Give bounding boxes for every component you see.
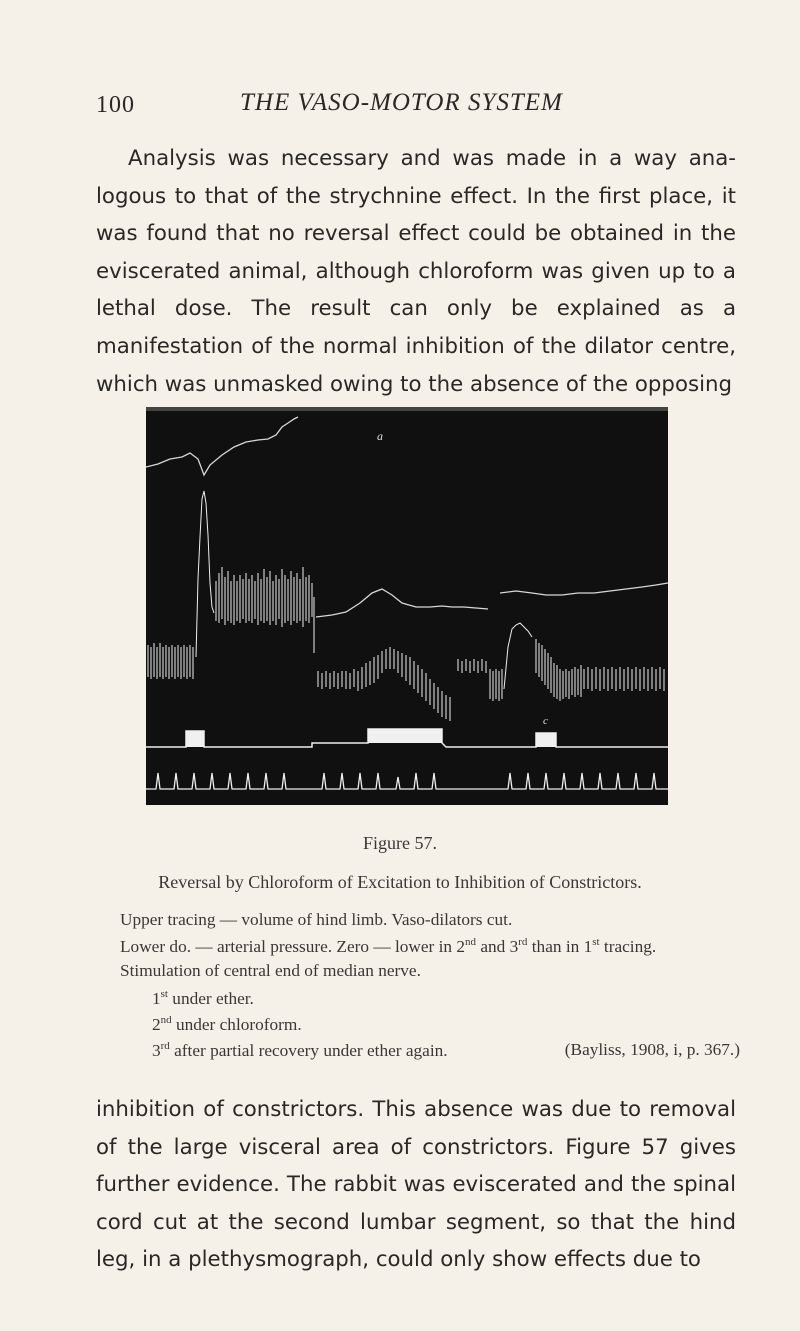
legend-lower-text: than in 1 (527, 936, 593, 956)
legend-lower-text: tracing. (599, 936, 657, 956)
item-text: under chloroform. (171, 1014, 302, 1034)
superscript: rd (518, 936, 528, 948)
figure-mark-a: a (377, 429, 383, 443)
legend-upper-tracing: Upper tracing — volume of hind limb. Vaso-dilators cut. (120, 910, 513, 929)
item-text: after partial recovery under ether again. (169, 1040, 448, 1060)
paragraph-1: Analysis was necessary and was made in a way ana-logous to that of the strychnine effect. In the first place, it was found that no reversal effect could be obtained in the eviscerated animal, although chloroform was given up to a lethal dose. The result can only be explained as a manifestation of the normal inhibition of the dilator centre, which was unmasked owing to the absence of the opposing (96, 146, 736, 397)
item-number: 3 (152, 1040, 161, 1060)
legend-lower-text: Lower do. — arterial pressure. Zero — lower in 2 (120, 936, 466, 956)
legend-lower-tracing (120, 936, 740, 957)
stimulation-marker-2 (368, 729, 442, 743)
superscript: st (592, 936, 600, 948)
running-head: THE VASO-MOTOR SYSTEM (240, 89, 563, 116)
legend-item-2 (152, 1014, 772, 1035)
item-number: 1 (152, 988, 161, 1008)
figure-title: Reversal by Chloroform of Excitation to Inhibition of Constrictors. (158, 872, 642, 892)
stimulation-marker-1 (186, 731, 204, 747)
paragraph-2: inhibition of constrictors. This absence was due to removal of the large visceral area of constrictors. Figure 57 gives further evidence. The rabbit was eviscerated and the spinal cord cut at the second lumbar segment, so that the hind leg, in a plethysmograph, could only show effects due to (96, 1097, 736, 1273)
citation: (Bayliss, 1908, i, p. 367.) (564, 1040, 740, 1059)
legend-item-3 (152, 1040, 740, 1061)
superscript: st (160, 988, 168, 1000)
item-text: under ether. (167, 988, 254, 1008)
stimulation-marker-3 (536, 733, 556, 747)
superscript: nd (465, 936, 477, 948)
superscript: rd (160, 1040, 170, 1052)
item-number: 2 (152, 1014, 161, 1034)
legend-lower-text: and 3 (476, 936, 519, 956)
page-number: 100 (96, 92, 135, 118)
legend-stimulation: Stimulation of central end of median nerve. (120, 961, 421, 980)
figure-mark-c: c (543, 715, 548, 727)
kymograph-image (146, 407, 668, 805)
superscript: nd (160, 1014, 172, 1026)
legend-item-1 (152, 988, 772, 1009)
figure-label: Figure 57. (363, 833, 437, 853)
figure-57-tracing (146, 407, 668, 805)
